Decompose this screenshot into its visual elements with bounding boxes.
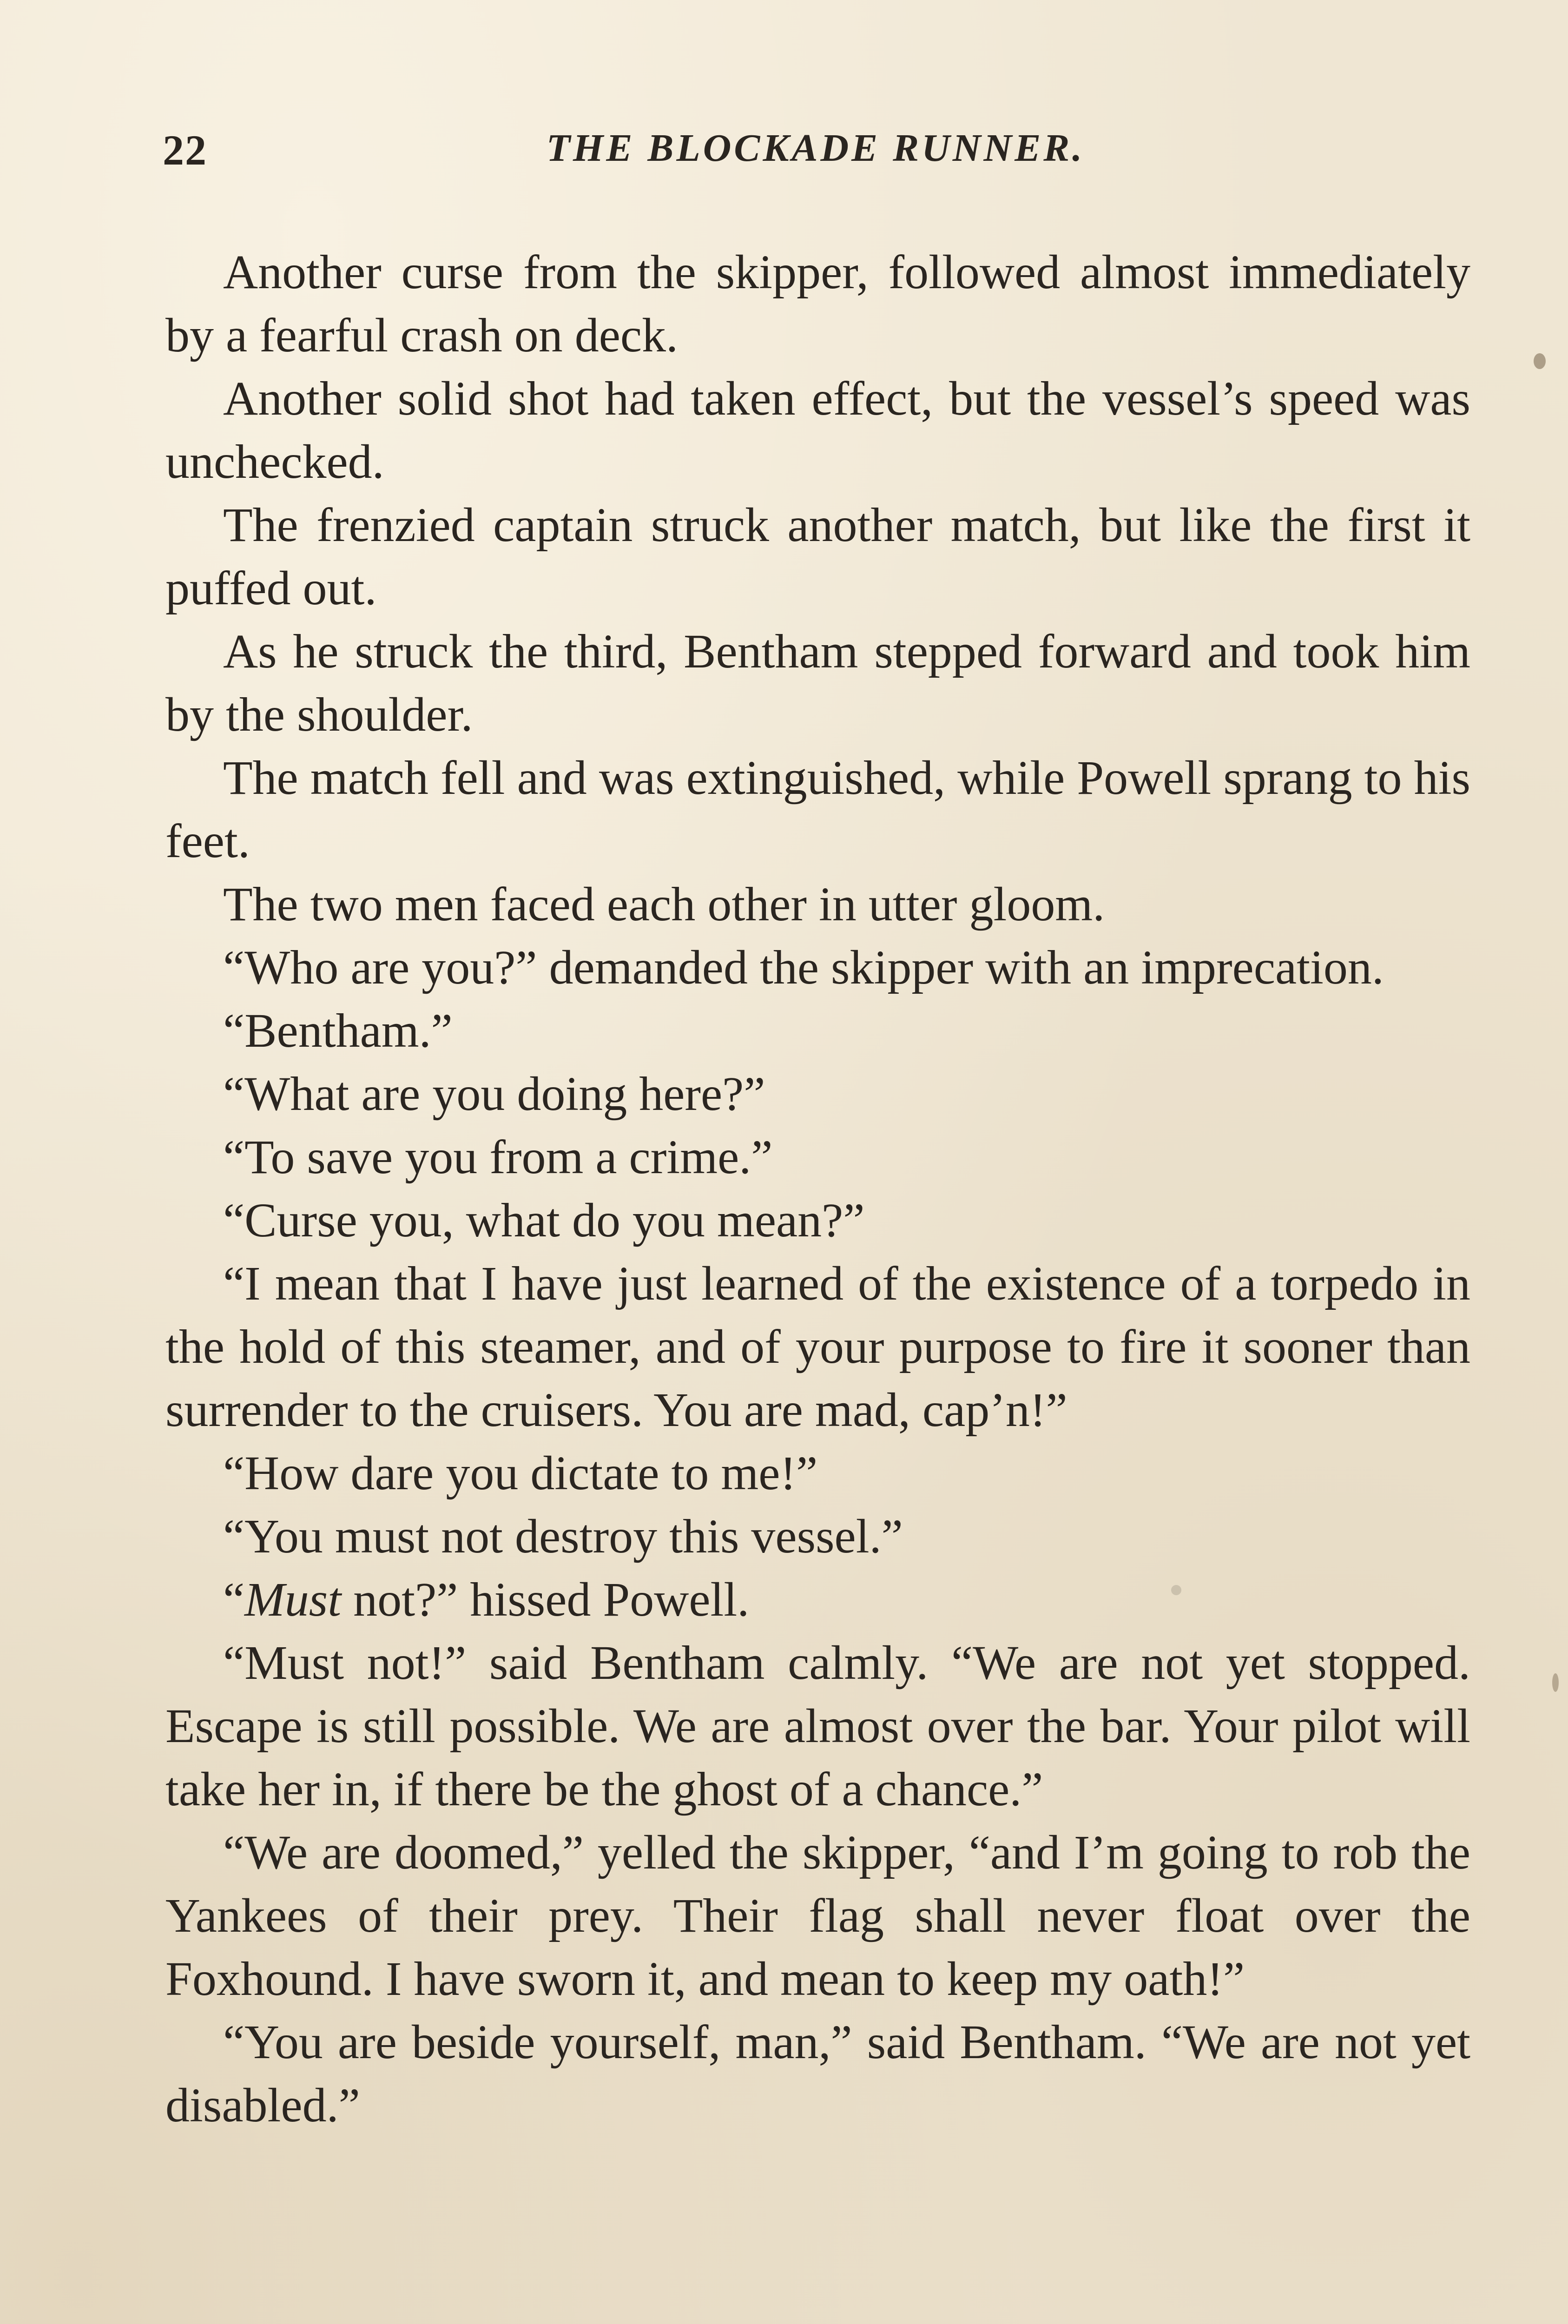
paragraph: “Curse you, what do you mean?” <box>223 1194 865 1247</box>
paragraph: Another solid shot had taken effect, but the vessel’s speed was unchecked. <box>165 372 1470 489</box>
paragraph: The two men faced each other in utter gloom. <box>223 878 1105 931</box>
page-header <box>163 125 1469 177</box>
paragraph: “I mean that I have just learned of the existence of a torpedo in the hold of this steamer, and of your purpose to fire it sooner than surrender to the cruisers. You are mad, cap’n!” <box>165 1257 1470 1437</box>
body-text <box>165 241 1470 2137</box>
open-quote: “ <box>223 1573 245 1626</box>
page-number: 22 <box>163 126 207 174</box>
paragraph: The frenzied captain struck another match, but like the first it puffed out. <box>165 498 1470 615</box>
paragraph: Another curse from the skipper, followed almost immediately by a fearful crash on deck. <box>165 245 1470 362</box>
paragraph: “We are doomed,” yelled the skipper, “and I’m going to rob the Yankees of their prey. Their flag shall never float over the Foxhound. I have sworn it, and mean to keep my oath!” <box>165 1826 1470 2006</box>
paragraph: “What are you doing here?” <box>223 1067 765 1121</box>
paragraph: As he struck the third, Bentham stepped forward and took him by the shoulder. <box>165 625 1470 741</box>
paragraph-rest: not?” hissed Powell. <box>341 1573 750 1626</box>
paper-speck <box>1171 1585 1181 1595</box>
emphasized-word: Must <box>244 1573 342 1626</box>
paragraph: “You are beside yourself, man,” said Bentham. “We are not yet disabled.” <box>165 2015 1470 2132</box>
paragraph: “Bentham.” <box>223 1004 453 1057</box>
paragraph <box>165 1568 1470 1631</box>
paragraph: “To save you from a crime.” <box>223 1130 773 1184</box>
paragraph: “Who are you?” demanded the skipper with an imprecation. <box>223 941 1384 994</box>
paragraph: “How dare you dictate to me!” <box>223 1446 818 1500</box>
paper-speck <box>1552 1673 1559 1692</box>
paper-speck <box>1534 353 1546 369</box>
paragraph: “Must not!” said Bentham calmly. “We are not yet stopped. Escape is still possible. We are almost over the bar. Your pilot will take her in, if there be the ghost of a chance.” <box>165 1636 1470 1816</box>
paragraph: The match fell and was extinguished, while Powell sprang to his feet. <box>165 751 1470 868</box>
paragraph: “You must not destroy this vessel.” <box>223 1510 903 1563</box>
running-title: THE BLOCKADE RUNNER. <box>546 126 1085 170</box>
